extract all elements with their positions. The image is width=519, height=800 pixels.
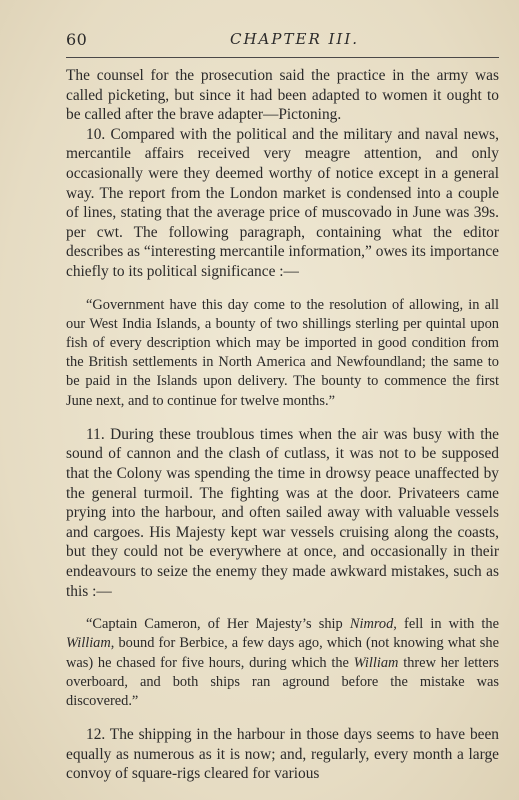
paragraph-12: 12. The shipping in the harbour in those days seems to have been equally as numerous as it is now; and, regularly, every month a large convoy of square-rigs cleared for various: [66, 726, 499, 783]
quote-captain-cameron: [66, 615, 499, 711]
quote-text: “Captain Cameron, of Her Majesty’s ship: [86, 616, 350, 633]
ship-name-william: William: [353, 654, 399, 671]
paragraph-counsel: The counsel for the prosecution said the practice in the army was called picketing, but since it had been adapted to women it ought to be called after the brave adapter—Pictoning.: [66, 67, 499, 124]
quote-text: , fell in with the: [393, 616, 499, 633]
page-header: [64, 30, 499, 52]
page-body: [66, 66, 499, 784]
running-head: CHAPTER III.: [230, 30, 360, 48]
ship-name-william: William: [66, 635, 111, 652]
quote-text: threw her letters overboard, and both ships ran aground before the mistake was discovered.”: [66, 654, 499, 709]
paragraph-10: 10. Compared with the political and the military and naval news, mercantile affairs received very meagre attention, and only occasionally were they deemed worthy of notice except in a general way. The report from the London market is condensed into a couple of lines, stating that the average price of muscovado in June was 39s. per cwt. The following paragraph, containing what the editor describes as “interesting mercantile information,” owes its importance chiefly to its political significance :—: [66, 125, 499, 280]
header-rule: [66, 57, 499, 58]
paragraph-11: 11. During these troublous times when the air was busy with the sound of cannon and the clash of cutlass, it was not to be supposed that the Colony was spending the time in drowsy peace unaffected by the general turmoil. The fighting was at the door. Privateers came prying into the harbour, and often sailed away with valuable vessels and cargoes. His Majesty kept war vessels cruising along the coasts, but they could not be everywhere at once, and occasionally in their endeavours to seize the enemy they made awkward mistakes, such as this :—: [66, 425, 499, 600]
quote-government-bounty: “Government have this day come to the resolution of allowing, in all our West India Islands, a bounty of two shillings sterling per quintal upon fish of every description which may be imported in good condition from the British settlements in North America and Newfoundland; the same to be paid in the Islands upon delivery. The bounty to commence the first June next, and to continue for twelve months.”: [66, 296, 499, 409]
quote-text: , bound for Berbice, a few days ago, which (not knowing what she was) he chased for five hours, during which the: [66, 635, 499, 671]
page-number: 60: [66, 30, 88, 49]
ship-name-nimrod: Nimrod: [349, 616, 394, 633]
